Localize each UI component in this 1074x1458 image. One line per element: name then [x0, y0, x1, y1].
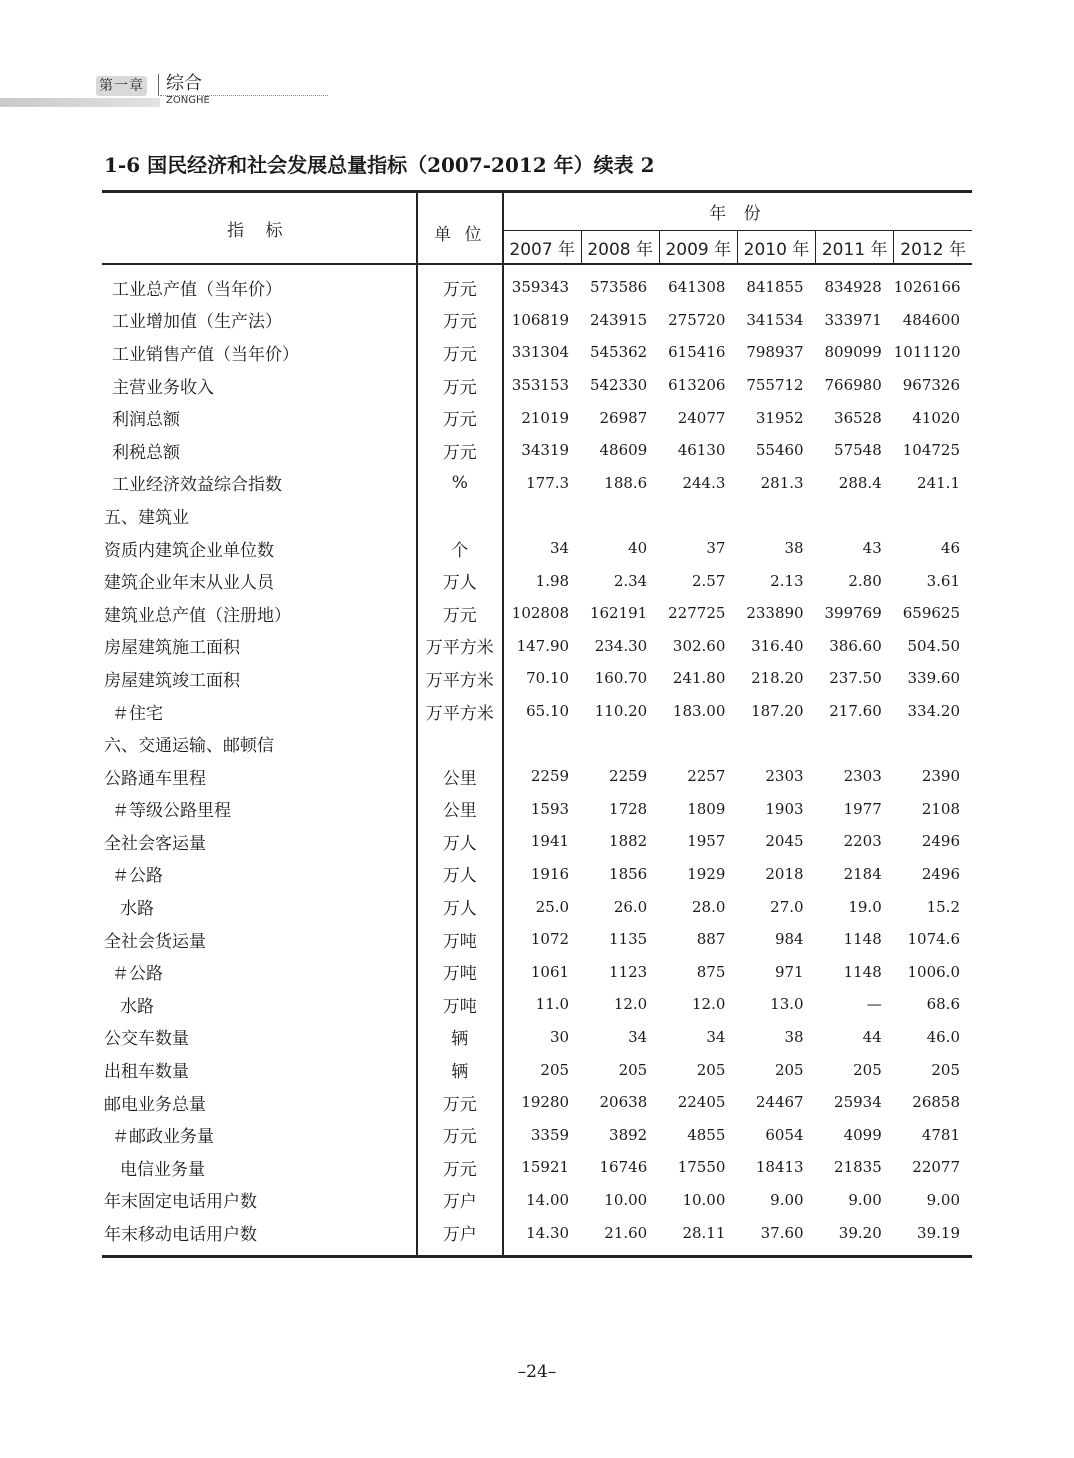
value-cell: 1957 [687, 832, 726, 851]
value-cell: 1061 [530, 962, 570, 981]
value-cell [894, 727, 972, 760]
year-header-cell: 2011 年 [816, 231, 894, 265]
value-cell: 70.10 [526, 669, 570, 688]
value-cell: 573586 [589, 278, 648, 297]
indicator-cell: 建筑业总产值（注册地） [102, 597, 417, 630]
value-cell: 34319 [521, 441, 570, 460]
indicator-cell: 全社会客运量 [102, 825, 417, 858]
value-cell: 1148 [843, 962, 882, 981]
indicator-cell: 工业销售产值（当年价） [102, 336, 417, 369]
value-cell: 971 [774, 962, 804, 981]
value-cell: 188.6 [604, 473, 648, 492]
indicator-cell: 全社会货运量 [102, 923, 417, 956]
value-cell: 1011120 [893, 343, 961, 362]
table-row [102, 988, 972, 1021]
indicator-cell: 水路 [102, 988, 417, 1021]
value-cell: 1882 [609, 832, 648, 851]
value-cell: 19280 [521, 1093, 570, 1112]
value-cell: 241.1 [917, 473, 960, 492]
value-cell: 205 [931, 1060, 960, 1079]
unit-cell: 万平方米 [417, 630, 503, 663]
value-cell: 48609 [599, 441, 648, 460]
value-cell: 1006.0 [907, 962, 960, 981]
table-body [102, 264, 972, 1256]
table-row [102, 662, 972, 695]
value-cell: 984 [774, 930, 804, 949]
value-cell: 2.34 [613, 571, 648, 590]
value-cell: 39.20 [838, 1223, 882, 1242]
value-cell: 31952 [755, 408, 804, 427]
value-cell: 2303 [765, 767, 804, 786]
value-cell: 1148 [843, 930, 882, 949]
value-cell: 2259 [530, 767, 570, 786]
table-row [102, 955, 972, 988]
indicator-cell: 工业总产值（当年价） [102, 264, 417, 304]
value-cell: 967326 [902, 376, 960, 395]
value-cell: — [866, 995, 882, 1014]
value-cell: 1135 [609, 930, 648, 949]
value-cell: 3359 [530, 1125, 570, 1144]
value-cell: 2.13 [770, 571, 804, 590]
unit-cell: 公里 [417, 760, 503, 793]
value-cell: 10.00 [604, 1190, 648, 1209]
value-cell [737, 727, 815, 760]
unit-cell: 万人 [417, 825, 503, 858]
value-cell: 28.11 [682, 1223, 726, 1242]
unit-cell: 万元 [417, 1086, 503, 1119]
value-cell: 21835 [834, 1158, 882, 1177]
indicator-cell: 房屋建筑施工面积 [102, 630, 417, 663]
value-cell: 106819 [511, 310, 570, 329]
value-cell: 1728 [609, 799, 648, 818]
table-row [102, 630, 972, 663]
value-cell: 613206 [668, 376, 726, 395]
table-row [102, 369, 972, 402]
indicator-cell: 建筑企业年末从业人员 [102, 564, 417, 597]
value-cell: 6054 [765, 1125, 804, 1144]
table-row [102, 695, 972, 728]
value-cell: 2496 [921, 864, 960, 883]
indicator-cell: 资质内建筑企业单位数 [102, 532, 417, 565]
value-cell: 281.3 [760, 473, 804, 492]
unit-cell [417, 727, 503, 760]
value-cell [894, 499, 972, 532]
value-cell: 243915 [589, 310, 648, 329]
indicator-cell: 工业增加值（生产法） [102, 304, 417, 337]
value-cell: 205 [540, 1060, 570, 1079]
value-cell: 44 [862, 1027, 882, 1046]
value-cell: 2259 [609, 767, 648, 786]
value-cell: 4781 [921, 1125, 960, 1144]
value-cell: 1903 [765, 799, 804, 818]
value-cell: 615416 [668, 343, 726, 362]
value-cell: 241.80 [672, 669, 726, 688]
unit-cell: 辆 [417, 1021, 503, 1054]
value-cell: 4099 [843, 1125, 882, 1144]
table-row [102, 1216, 972, 1256]
value-cell: 9.00 [770, 1190, 804, 1209]
table-row [102, 923, 972, 956]
value-cell: 13.0 [770, 995, 804, 1014]
header-bar [0, 98, 160, 107]
page-number: –24– [517, 1362, 557, 1382]
value-cell: 14.00 [526, 1190, 570, 1209]
value-cell: 36528 [834, 408, 882, 427]
value-cell: 68.6 [926, 995, 960, 1014]
header-indicator: 指 标 [102, 192, 417, 265]
value-cell: 353153 [511, 376, 570, 395]
value-cell: 233890 [746, 604, 804, 623]
header-unit: 单 位 [417, 192, 503, 265]
value-cell: 841855 [746, 278, 804, 297]
value-cell: 641308 [668, 278, 726, 297]
table-row [102, 1021, 972, 1054]
unit-cell: % [417, 467, 503, 500]
value-cell: 102808 [511, 604, 570, 623]
indicator-cell: 年末移动电话用户数 [102, 1216, 417, 1256]
table-row [102, 597, 972, 630]
value-cell: 25934 [834, 1093, 882, 1112]
value-cell: 22405 [677, 1093, 726, 1112]
value-cell: 1929 [687, 864, 726, 883]
value-cell: 2257 [687, 767, 726, 786]
indicator-cell: 工业经济效益综合指数 [102, 467, 417, 500]
value-cell: 1123 [609, 962, 648, 981]
indicator-cell: 主营业务收入 [102, 369, 417, 402]
value-cell: 147.90 [516, 636, 570, 655]
indicator-cell: 房屋建筑竣工面积 [102, 662, 417, 695]
unit-cell: 万人 [417, 564, 503, 597]
indicator-cell: ＃等级公路里程 [102, 793, 417, 826]
value-cell: 162191 [589, 604, 648, 623]
value-cell: 2.57 [692, 571, 726, 590]
table-row [102, 858, 972, 891]
value-cell: 12.0 [613, 995, 648, 1014]
year-header-cell: 2008 年 [581, 231, 659, 265]
unit-cell: 万吨 [417, 988, 503, 1021]
table-row [102, 1151, 972, 1184]
chapter-title: 综合 [166, 73, 202, 94]
value-cell: 244.3 [682, 473, 726, 492]
value-cell: 205 [618, 1060, 648, 1079]
unit-cell: 万元 [417, 304, 503, 337]
table-row [102, 793, 972, 826]
value-cell: 19.0 [848, 897, 882, 916]
value-cell: 1916 [530, 864, 570, 883]
value-cell: 2390 [921, 767, 960, 786]
table-row [102, 890, 972, 923]
value-cell: 18413 [755, 1158, 804, 1177]
value-cell: 12.0 [692, 995, 726, 1014]
unit-cell: 辆 [417, 1053, 503, 1086]
unit-cell: 万元 [417, 1151, 503, 1184]
value-cell: 22077 [912, 1158, 960, 1177]
table-row [102, 1053, 972, 1086]
value-cell: 177.3 [526, 473, 570, 492]
value-cell: 24467 [755, 1093, 804, 1112]
value-cell: 1941 [530, 832, 570, 851]
table-row [102, 1184, 972, 1217]
value-cell: 11.0 [535, 995, 570, 1014]
value-cell: 187.20 [751, 702, 804, 721]
indicator-cell: ＃公路 [102, 858, 417, 891]
value-cell: 205 [774, 1060, 804, 1079]
value-cell: 160.70 [594, 669, 648, 688]
indicator-table [102, 190, 972, 1258]
value-cell: 331304 [511, 343, 570, 362]
indicator-cell: 五、建筑业 [102, 499, 417, 532]
value-cell: 37 [706, 539, 726, 558]
value-cell: 57548 [834, 441, 882, 460]
value-cell: 21.60 [604, 1223, 648, 1242]
value-cell: 887 [696, 930, 726, 949]
value-cell: 288.4 [838, 473, 882, 492]
value-cell: 386.60 [829, 636, 882, 655]
table-row [102, 264, 972, 304]
value-cell: 110.20 [594, 702, 648, 721]
table-row [102, 825, 972, 858]
value-cell: 237.50 [829, 669, 882, 688]
value-cell [816, 499, 894, 532]
value-cell: 2303 [843, 767, 882, 786]
value-cell: 15921 [521, 1158, 570, 1177]
value-cell: 659625 [902, 604, 960, 623]
running-header [0, 70, 330, 110]
unit-cell: 万元 [417, 597, 503, 630]
value-cell [659, 499, 737, 532]
indicator-cell: 公交车数量 [102, 1021, 417, 1054]
value-cell: 755712 [746, 376, 804, 395]
indicator-cell: 水路 [102, 890, 417, 923]
indicator-cell: 利润总额 [102, 401, 417, 434]
value-cell: 41020 [912, 408, 960, 427]
value-cell: 205 [696, 1060, 726, 1079]
unit-cell: 万平方米 [417, 662, 503, 695]
value-cell: 484600 [902, 310, 960, 329]
value-cell: 14.30 [526, 1223, 570, 1242]
value-cell: 809099 [824, 343, 882, 362]
value-cell: 205 [853, 1060, 882, 1079]
value-cell: 334.20 [907, 702, 960, 721]
value-cell: 26987 [599, 408, 648, 427]
value-cell: 25.0 [535, 897, 570, 916]
value-cell [503, 727, 581, 760]
value-cell: 1.98 [535, 571, 570, 590]
year-header-cell: 2007 年 [503, 231, 581, 265]
indicator-cell: 出租车数量 [102, 1053, 417, 1086]
value-cell: 834928 [824, 278, 882, 297]
value-cell: 2108 [921, 799, 960, 818]
value-cell: 1072 [530, 930, 570, 949]
value-cell: 2184 [843, 864, 882, 883]
value-cell [503, 499, 581, 532]
value-cell: 28.0 [692, 897, 726, 916]
unit-cell [417, 499, 503, 532]
header-years: 年 份 [503, 192, 972, 231]
unit-cell: 万户 [417, 1184, 503, 1217]
value-cell [581, 727, 659, 760]
year-header-cell: 2010 年 [737, 231, 815, 265]
chapter-separator [158, 74, 159, 96]
value-cell: 2203 [843, 832, 882, 851]
value-cell: 46 [940, 539, 960, 558]
value-cell: 275720 [668, 310, 726, 329]
table-title: 1-6 国民经济和社会发展总量指标（2007-2012 年）续表 2 [104, 153, 655, 177]
unit-cell: 万人 [417, 858, 503, 891]
value-cell: 30 [549, 1027, 570, 1046]
year-header-cell: 2009 年 [659, 231, 737, 265]
value-cell: 46.0 [926, 1027, 960, 1046]
value-cell: 40 [628, 539, 648, 558]
value-cell: 9.00 [848, 1190, 882, 1209]
table-row [102, 1086, 972, 1119]
value-cell [659, 727, 737, 760]
value-cell: 55460 [755, 441, 804, 460]
value-cell: 46130 [677, 441, 726, 460]
indicator-cell: ＃住宅 [102, 695, 417, 728]
table-row [102, 336, 972, 369]
unit-cell: 万元 [417, 434, 503, 467]
unit-cell: 万人 [417, 890, 503, 923]
value-cell: 24077 [677, 408, 726, 427]
value-cell: 1026166 [893, 278, 961, 297]
value-cell [816, 727, 894, 760]
value-cell: 2.80 [848, 571, 882, 590]
value-cell: 1856 [609, 864, 648, 883]
value-cell: 234.30 [594, 636, 648, 655]
value-cell: 341534 [746, 310, 804, 329]
value-cell [737, 499, 815, 532]
unit-cell: 万户 [417, 1216, 503, 1256]
indicator-cell: 六、交通运输、邮顿信 [102, 727, 417, 760]
value-cell: 542330 [589, 376, 648, 395]
value-cell: 20638 [599, 1093, 648, 1112]
value-cell: 227725 [668, 604, 726, 623]
value-cell: 34 [706, 1027, 726, 1046]
value-cell: 399769 [824, 604, 882, 623]
value-cell: 26858 [912, 1093, 960, 1112]
unit-cell: 万元 [417, 336, 503, 369]
value-cell: 15.2 [926, 897, 960, 916]
unit-cell: 万吨 [417, 923, 503, 956]
value-cell: 39.19 [917, 1223, 960, 1242]
value-cell: 3.61 [926, 571, 960, 590]
year-header-cell: 2012 年 [894, 231, 972, 265]
table-row [102, 760, 972, 793]
indicator-cell: ＃公路 [102, 955, 417, 988]
unit-cell: 万元 [417, 264, 503, 304]
value-cell: 1809 [687, 799, 726, 818]
table-row [102, 434, 972, 467]
value-cell: 27.0 [770, 897, 804, 916]
value-cell: 875 [696, 962, 726, 981]
table-row [102, 564, 972, 597]
value-cell: 16746 [599, 1158, 648, 1177]
value-cell: 316.40 [751, 636, 804, 655]
value-cell: 10.00 [682, 1190, 726, 1209]
value-cell: 37.60 [760, 1223, 804, 1242]
table-row [102, 304, 972, 337]
value-cell: 38 [784, 539, 804, 558]
unit-cell: 万平方米 [417, 695, 503, 728]
value-cell: 798937 [746, 343, 804, 362]
unit-cell: 万元 [417, 1118, 503, 1151]
value-cell: 2496 [921, 832, 960, 851]
value-cell: 34 [549, 539, 570, 558]
indicator-cell: 年末固定电话用户数 [102, 1184, 417, 1217]
value-cell: 4855 [687, 1125, 726, 1144]
value-cell: 65.10 [526, 702, 570, 721]
value-cell: 1074.6 [907, 930, 960, 949]
value-cell: 504.50 [907, 636, 960, 655]
indicator-cell: 电信业务量 [102, 1151, 417, 1184]
value-cell: 183.00 [672, 702, 726, 721]
value-cell: 104725 [902, 441, 960, 460]
table-row [102, 499, 972, 532]
table-row [102, 401, 972, 434]
value-cell: 3892 [609, 1125, 648, 1144]
indicator-cell: 利税总额 [102, 434, 417, 467]
value-cell: 43 [862, 539, 882, 558]
table-row [102, 467, 972, 500]
table-row [102, 532, 972, 565]
chapter-badge: 第一章 [96, 76, 147, 96]
value-cell: 218.20 [751, 669, 804, 688]
unit-cell: 公里 [417, 793, 503, 826]
value-cell: 302.60 [672, 636, 726, 655]
indicator-cell: 邮电业务总量 [102, 1086, 417, 1119]
unit-cell: 个 [417, 532, 503, 565]
value-cell: 9.00 [926, 1190, 960, 1209]
value-cell: 2045 [765, 832, 804, 851]
value-cell: 545362 [589, 343, 648, 362]
value-cell: 38 [784, 1027, 804, 1046]
indicator-cell: 公路通车里程 [102, 760, 417, 793]
chapter-pinyin: ZONGHE [166, 95, 210, 106]
value-cell: 339.60 [907, 669, 960, 688]
value-cell: 17550 [677, 1158, 726, 1177]
unit-cell: 万元 [417, 369, 503, 402]
value-cell: 1977 [843, 799, 882, 818]
table-row [102, 727, 972, 760]
value-cell: 2018 [765, 864, 804, 883]
table-row [102, 1118, 972, 1151]
value-cell: 34 [628, 1027, 648, 1046]
unit-cell: 万元 [417, 401, 503, 434]
value-cell: 217.60 [829, 702, 882, 721]
value-cell: 26.0 [613, 897, 648, 916]
value-cell: 766980 [824, 376, 882, 395]
value-cell: 333971 [824, 310, 882, 329]
value-cell: 1593 [530, 799, 570, 818]
value-cell: 359343 [511, 278, 570, 297]
indicator-cell: ＃邮政业务量 [102, 1118, 417, 1151]
value-cell [581, 499, 659, 532]
value-cell: 21019 [521, 408, 570, 427]
unit-cell: 万吨 [417, 955, 503, 988]
